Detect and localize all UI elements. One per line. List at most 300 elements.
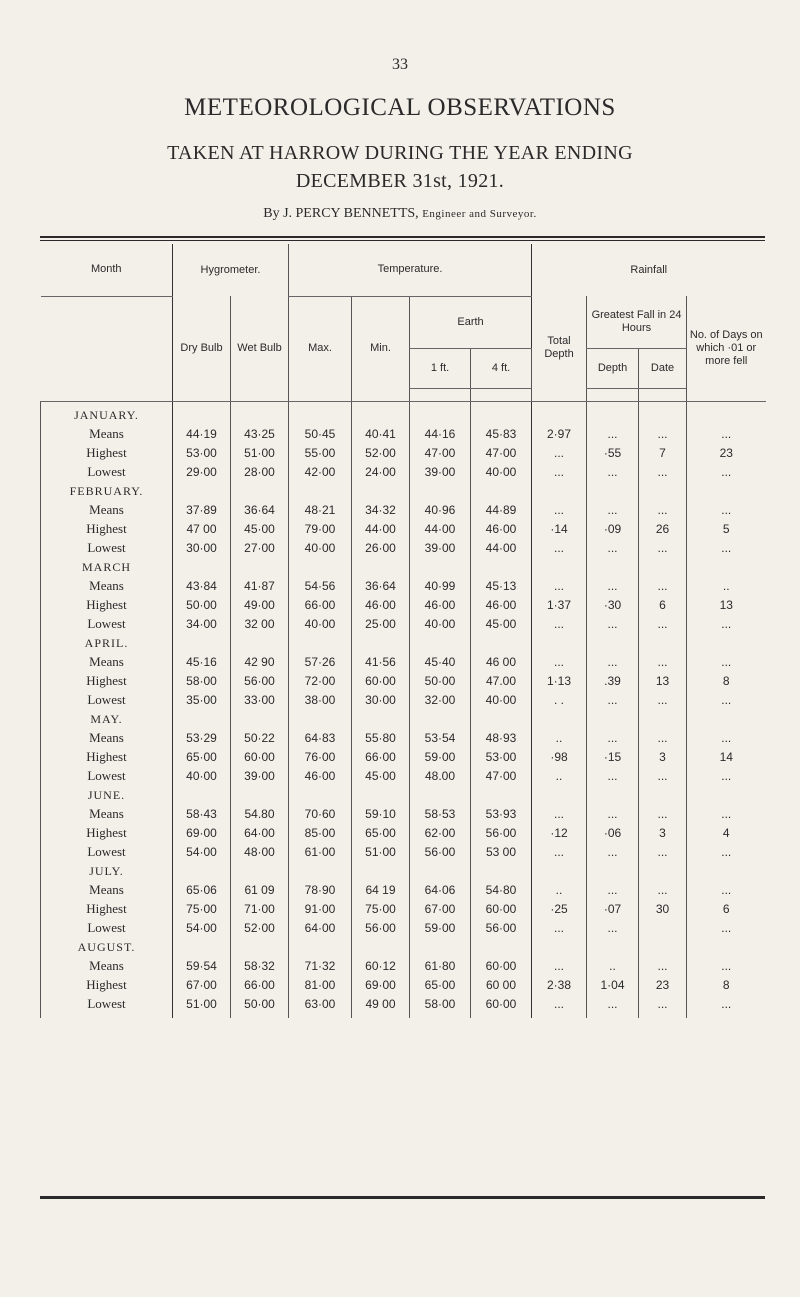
- table-cell: 2·97: [532, 425, 587, 444]
- header-days: No. of Days on which ·01 or more fell: [687, 296, 766, 401]
- table-cell: 62·00: [410, 824, 471, 843]
- table-cell: ...: [587, 501, 639, 520]
- table-cell: ...: [532, 957, 587, 976]
- table-cell: 60·00: [471, 900, 532, 919]
- month-heading-row: [41, 634, 766, 653]
- table-cell: 34·00: [173, 615, 231, 634]
- table-cell: 45·83: [471, 425, 532, 444]
- table-cell: 36·64: [352, 577, 410, 596]
- author-role: Engineer and Surveyor.: [422, 208, 537, 220]
- table-cell: 47.00: [471, 672, 532, 691]
- table-cell: 91·00: [289, 900, 352, 919]
- month-heading-row: [41, 710, 766, 729]
- table-cell: 56·00: [352, 919, 410, 938]
- table-cell: 75·00: [173, 900, 231, 919]
- table-row: [41, 995, 766, 1014]
- table-cell: ...: [532, 501, 587, 520]
- header-month: Month: [41, 244, 173, 296]
- table-body: [41, 401, 766, 1018]
- table-cell: 61·80: [410, 957, 471, 976]
- table-cell: ...: [587, 995, 639, 1014]
- table-cell: 47·00: [410, 444, 471, 463]
- table-cell: 54·56: [289, 577, 352, 596]
- row-label: Highest: [41, 900, 173, 919]
- row-label: Means: [41, 425, 173, 444]
- table-cell: 81·00: [289, 976, 352, 995]
- table-cell: 66·00: [231, 976, 289, 995]
- table-cell: ...: [532, 463, 587, 482]
- table-cell: 45·16: [173, 653, 231, 672]
- table-cell: 6: [687, 900, 766, 919]
- table-cell: 25·00: [352, 615, 410, 634]
- table-cell: ...: [532, 444, 587, 463]
- table-cell: 54.80: [231, 805, 289, 824]
- table-cell: 52·00: [231, 919, 289, 938]
- table-cell: 60·12: [352, 957, 410, 976]
- table-cell: ·07: [587, 900, 639, 919]
- table-cell: 66·00: [352, 748, 410, 767]
- table-cell: 13: [687, 596, 766, 615]
- month-heading-row: [41, 406, 766, 425]
- header-dry-bulb: Dry Bulb: [173, 296, 231, 401]
- table-cell: ...: [687, 615, 766, 634]
- table-row: [41, 976, 766, 995]
- table-row: [41, 900, 766, 919]
- row-label: Means: [41, 729, 173, 748]
- header-greatest-fall: Greatest Fall in 24 Hours: [587, 296, 687, 348]
- table-cell: 2·38: [532, 976, 587, 995]
- table-cell: 58·00: [410, 995, 471, 1014]
- table-cell: 43·84: [173, 577, 231, 596]
- table-cell: ...: [587, 463, 639, 482]
- table-cell: 78·90: [289, 881, 352, 900]
- header-max: Max.: [289, 296, 352, 401]
- table-cell: 65·00: [352, 824, 410, 843]
- table-cell: ·12: [532, 824, 587, 843]
- table-cell: 60·00: [471, 957, 532, 976]
- table-cell: 47·00: [471, 767, 532, 786]
- table-cell: 4: [687, 824, 766, 843]
- table-cell: 50·22: [231, 729, 289, 748]
- table-cell: ...: [532, 615, 587, 634]
- table-cell: 41·87: [231, 577, 289, 596]
- month-name-february: FEBRUARY.: [41, 482, 173, 501]
- table-row: [41, 748, 766, 767]
- table-cell: [639, 919, 687, 938]
- month-heading-row: [41, 558, 766, 577]
- table-cell: ...: [587, 577, 639, 596]
- table-row: [41, 577, 766, 596]
- table-cell: ...: [639, 577, 687, 596]
- top-rule-thin: [40, 240, 765, 241]
- table-cell: 40·00: [289, 615, 352, 634]
- table-cell: ...: [687, 957, 766, 976]
- table-cell: 13: [639, 672, 687, 691]
- table-cell: 44·16: [410, 425, 471, 444]
- header-temperature: Temperature.: [289, 244, 532, 296]
- table-cell: ...: [687, 729, 766, 748]
- table-cell: ...: [532, 577, 587, 596]
- table-cell: 40·00: [289, 539, 352, 558]
- table-cell: ...: [587, 539, 639, 558]
- table-cell: 53 00: [471, 843, 532, 862]
- row-label: Lowest: [41, 615, 173, 634]
- table-cell: ·98: [532, 748, 587, 767]
- table-cell: 48.00: [410, 767, 471, 786]
- table-cell: 79·00: [289, 520, 352, 539]
- table-cell: 30·00: [173, 539, 231, 558]
- table-cell: ..: [532, 881, 587, 900]
- table-cell: 33·00: [231, 691, 289, 710]
- table-cell: 34·32: [352, 501, 410, 520]
- table-cell: 32 00: [231, 615, 289, 634]
- row-label: Lowest: [41, 539, 173, 558]
- month-name-april: APRIL.: [41, 634, 173, 653]
- table-row: [41, 501, 766, 520]
- table-cell: 60·00: [231, 748, 289, 767]
- table-cell: ...: [532, 653, 587, 672]
- table-cell: ...: [639, 995, 687, 1014]
- table-cell: 40·00: [471, 691, 532, 710]
- table-cell: 39·00: [231, 767, 289, 786]
- table-row: [41, 824, 766, 843]
- table-cell: 23: [639, 976, 687, 995]
- table-cell: ...: [532, 805, 587, 824]
- table-cell: 42 90: [231, 653, 289, 672]
- table-cell: 53·00: [173, 444, 231, 463]
- table-cell: 46·00: [410, 596, 471, 615]
- table-cell: 55·80: [352, 729, 410, 748]
- row-label: Highest: [41, 672, 173, 691]
- table-cell: 45·13: [471, 577, 532, 596]
- table-cell: 49·00: [231, 596, 289, 615]
- table-cell: 64·83: [289, 729, 352, 748]
- table-cell: ..: [687, 577, 766, 596]
- table-cell: 26·00: [352, 539, 410, 558]
- table-cell: ·15: [587, 748, 639, 767]
- table-cell: ...: [587, 425, 639, 444]
- row-label: Lowest: [41, 691, 173, 710]
- table-cell: ...: [587, 805, 639, 824]
- table-cell: 56·00: [231, 672, 289, 691]
- table-cell: 65·06: [173, 881, 231, 900]
- table-cell: ...: [687, 805, 766, 824]
- table-cell: ...: [639, 767, 687, 786]
- table-cell: 40·41: [352, 425, 410, 444]
- table-cell: 53·00: [471, 748, 532, 767]
- table-cell: 51·00: [352, 843, 410, 862]
- table-cell: 49 00: [352, 995, 410, 1014]
- table-cell: 37·89: [173, 501, 231, 520]
- table-cell: 53·54: [410, 729, 471, 748]
- table-cell: ...: [639, 425, 687, 444]
- row-label: Lowest: [41, 463, 173, 482]
- table-cell: 48·00: [231, 843, 289, 862]
- row-label: Lowest: [41, 843, 173, 862]
- table-cell: 23: [687, 444, 766, 463]
- table-cell: 66·00: [289, 596, 352, 615]
- row-label: Lowest: [41, 919, 173, 938]
- table-cell: 76·00: [289, 748, 352, 767]
- header-earth-1ft: 1 ft.: [410, 348, 471, 388]
- table-cell: 46·00: [471, 520, 532, 539]
- table-cell: 46·00: [289, 767, 352, 786]
- table-cell: ...: [687, 995, 766, 1014]
- table-cell: 43·25: [231, 425, 289, 444]
- table-cell: ...: [687, 463, 766, 482]
- table-cell: 50·00: [173, 596, 231, 615]
- table-cell: 67·00: [173, 976, 231, 995]
- table-cell: 53·29: [173, 729, 231, 748]
- row-label: Lowest: [41, 767, 173, 786]
- table-cell: 36·64: [231, 501, 289, 520]
- table-row: [41, 444, 766, 463]
- table-cell: 30·00: [352, 691, 410, 710]
- row-label: Means: [41, 501, 173, 520]
- table-cell: 60 00: [471, 976, 532, 995]
- table-cell: 54·00: [173, 919, 231, 938]
- table-cell: 61·00: [289, 843, 352, 862]
- table-header: [41, 244, 766, 401]
- table-cell: ...: [639, 463, 687, 482]
- subtitle-line-1: TAKEN AT HARROW DURING THE YEAR ENDING: [167, 142, 633, 164]
- header-earth-4ft: 4 ft.: [471, 348, 532, 388]
- table-cell: 58·43: [173, 805, 231, 824]
- month-name-january: JANUARY.: [41, 406, 173, 425]
- table-cell: 46·00: [352, 596, 410, 615]
- table-cell: 46 00: [471, 653, 532, 672]
- table-cell: 75·00: [352, 900, 410, 919]
- table-cell: 59·00: [410, 919, 471, 938]
- table-row: [41, 767, 766, 786]
- header-total-depth: Total Depth: [532, 296, 587, 401]
- table-cell: ...: [587, 691, 639, 710]
- table-cell: ...: [532, 919, 587, 938]
- table-cell: ...: [639, 615, 687, 634]
- table-cell: 44·89: [471, 501, 532, 520]
- table-cell: 26: [639, 520, 687, 539]
- table-cell: ...: [587, 615, 639, 634]
- subtitle-line-2: DECEMBER 31st, 1921.: [295, 170, 505, 192]
- month-heading-row: [41, 482, 766, 501]
- table-cell: 44·00: [410, 520, 471, 539]
- table-cell: ...: [687, 501, 766, 520]
- month-heading-row: [41, 938, 766, 957]
- table-cell: 38·00: [289, 691, 352, 710]
- header-rainfall: Rainfall: [532, 244, 766, 296]
- table-cell: 58·53: [410, 805, 471, 824]
- table-cell: 39·00: [410, 463, 471, 482]
- table-cell: 58·00: [173, 672, 231, 691]
- row-label: Means: [41, 881, 173, 900]
- table-cell: ...: [587, 881, 639, 900]
- table-cell: 6: [639, 596, 687, 615]
- table-cell: 27·00: [231, 539, 289, 558]
- table-cell: 46·00: [471, 596, 532, 615]
- header-date: Date: [639, 348, 687, 388]
- meteorological-table: [40, 244, 766, 1018]
- table-cell: 63·00: [289, 995, 352, 1014]
- table-cell: ·30: [587, 596, 639, 615]
- table-cell: 52·00: [352, 444, 410, 463]
- month-heading-row: [41, 786, 766, 805]
- month-heading-row: [41, 862, 766, 881]
- author-line: [0, 206, 800, 222]
- table-row: [41, 539, 766, 558]
- table-cell: 29·00: [173, 463, 231, 482]
- table-cell: 61 09: [231, 881, 289, 900]
- row-label: Highest: [41, 824, 173, 843]
- table-cell: 41·56: [352, 653, 410, 672]
- table-cell: ...: [639, 501, 687, 520]
- table-cell: ...: [532, 843, 587, 862]
- table-cell: ...: [587, 767, 639, 786]
- table-cell: ...: [587, 843, 639, 862]
- table-cell: 40·00: [410, 615, 471, 634]
- row-label: Highest: [41, 976, 173, 995]
- table-cell: ...: [639, 843, 687, 862]
- table-row: [41, 881, 766, 900]
- header-earth: Earth: [410, 296, 532, 348]
- table-cell: 60·00: [352, 672, 410, 691]
- table-row: [41, 425, 766, 444]
- table-row: [41, 596, 766, 615]
- table-cell: ...: [587, 919, 639, 938]
- month-name-july: JULY.: [41, 862, 173, 881]
- table-cell: ·09: [587, 520, 639, 539]
- table-cell: 65·00: [410, 976, 471, 995]
- table-cell: 53·93: [471, 805, 532, 824]
- table-cell: 59·54: [173, 957, 231, 976]
- table-cell: 5: [687, 520, 766, 539]
- row-label: Means: [41, 577, 173, 596]
- month-name-may: MAY.: [41, 710, 173, 729]
- table-cell: 72·00: [289, 672, 352, 691]
- table-cell: 58·32: [231, 957, 289, 976]
- table-cell: ...: [687, 919, 766, 938]
- table-row: [41, 691, 766, 710]
- table-cell: 71·00: [231, 900, 289, 919]
- table-cell: 1·13: [532, 672, 587, 691]
- table-cell: 71·32: [289, 957, 352, 976]
- table-cell: 51·00: [231, 444, 289, 463]
- table-cell: 56·00: [471, 824, 532, 843]
- table-cell: 64·00: [289, 919, 352, 938]
- table-cell: 50·45: [289, 425, 352, 444]
- table-cell: 85·00: [289, 824, 352, 843]
- table-cell: ·06: [587, 824, 639, 843]
- month-name-june: JUNE.: [41, 786, 173, 805]
- table-cell: 60·00: [471, 995, 532, 1014]
- table-cell: ...: [687, 767, 766, 786]
- table-cell: ...: [639, 539, 687, 558]
- page-number: 33: [392, 56, 408, 73]
- table-cell: 45·40: [410, 653, 471, 672]
- author-name: By J. PERCY BENNETTS,: [263, 206, 419, 221]
- table-row: [41, 463, 766, 482]
- table-cell: ..: [532, 767, 587, 786]
- table-cell: 54·00: [173, 843, 231, 862]
- table-cell: 8: [687, 672, 766, 691]
- month-name-march: MARCH: [41, 558, 173, 577]
- table-row: [41, 957, 766, 976]
- table-cell: 55·00: [289, 444, 352, 463]
- table-cell: ·25: [532, 900, 587, 919]
- table-row: [41, 615, 766, 634]
- table-cell: 40·00: [471, 463, 532, 482]
- table-cell: 40·96: [410, 501, 471, 520]
- table-row: [41, 672, 766, 691]
- table-cell: ...: [687, 881, 766, 900]
- table-cell: ...: [532, 539, 587, 558]
- table-cell: 30: [639, 900, 687, 919]
- header-hygrometer: Hygrometer.: [173, 244, 289, 296]
- table-cell: ...: [687, 843, 766, 862]
- table-cell: ...: [639, 881, 687, 900]
- table-cell: 59·10: [352, 805, 410, 824]
- row-label: Means: [41, 653, 173, 672]
- table-cell: ...: [687, 425, 766, 444]
- table-cell: 56·00: [410, 843, 471, 862]
- table-cell: 47·00: [471, 444, 532, 463]
- table-cell: ..: [532, 729, 587, 748]
- header-depth: Depth: [587, 348, 639, 388]
- table-cell: 45·00: [352, 767, 410, 786]
- table-cell: 56·00: [471, 919, 532, 938]
- row-label: Highest: [41, 596, 173, 615]
- table-cell: ...: [639, 653, 687, 672]
- table-cell: ...: [639, 805, 687, 824]
- table-cell: 64 19: [352, 881, 410, 900]
- month-name-august: AUGUST.: [41, 938, 173, 957]
- table-cell: 57·26: [289, 653, 352, 672]
- table-cell: 50·00: [410, 672, 471, 691]
- table-cell: 1·37: [532, 596, 587, 615]
- table-cell: 3: [639, 748, 687, 767]
- table-cell: ...: [532, 995, 587, 1014]
- table-cell: .39: [587, 672, 639, 691]
- table-cell: 8: [687, 976, 766, 995]
- table-cell: 64·06: [410, 881, 471, 900]
- table-cell: 48·21: [289, 501, 352, 520]
- table-cell: ..: [587, 957, 639, 976]
- row-label: Highest: [41, 444, 173, 463]
- table-cell: ...: [687, 691, 766, 710]
- table-row: [41, 729, 766, 748]
- table-cell: 35·00: [173, 691, 231, 710]
- table-cell: 50·00: [231, 995, 289, 1014]
- table-cell: ·55: [587, 444, 639, 463]
- table-cell: 65·00: [173, 748, 231, 767]
- table-cell: 45·00: [231, 520, 289, 539]
- table-cell: . .: [532, 691, 587, 710]
- table-cell: ...: [587, 729, 639, 748]
- header-wet-bulb: Wet Bulb: [231, 296, 289, 401]
- table-cell: ...: [639, 957, 687, 976]
- table-cell: ...: [587, 653, 639, 672]
- table-cell: 69·00: [352, 976, 410, 995]
- table-cell: 47 00: [173, 520, 231, 539]
- row-label: Lowest: [41, 995, 173, 1014]
- table-row: [41, 843, 766, 862]
- top-rule-thick: [40, 236, 765, 238]
- table-cell: 28·00: [231, 463, 289, 482]
- table-cell: 40·00: [173, 767, 231, 786]
- table-row: [41, 653, 766, 672]
- table-cell: 44·00: [471, 539, 532, 558]
- table-cell: 24·00: [352, 463, 410, 482]
- table-cell: 40·99: [410, 577, 471, 596]
